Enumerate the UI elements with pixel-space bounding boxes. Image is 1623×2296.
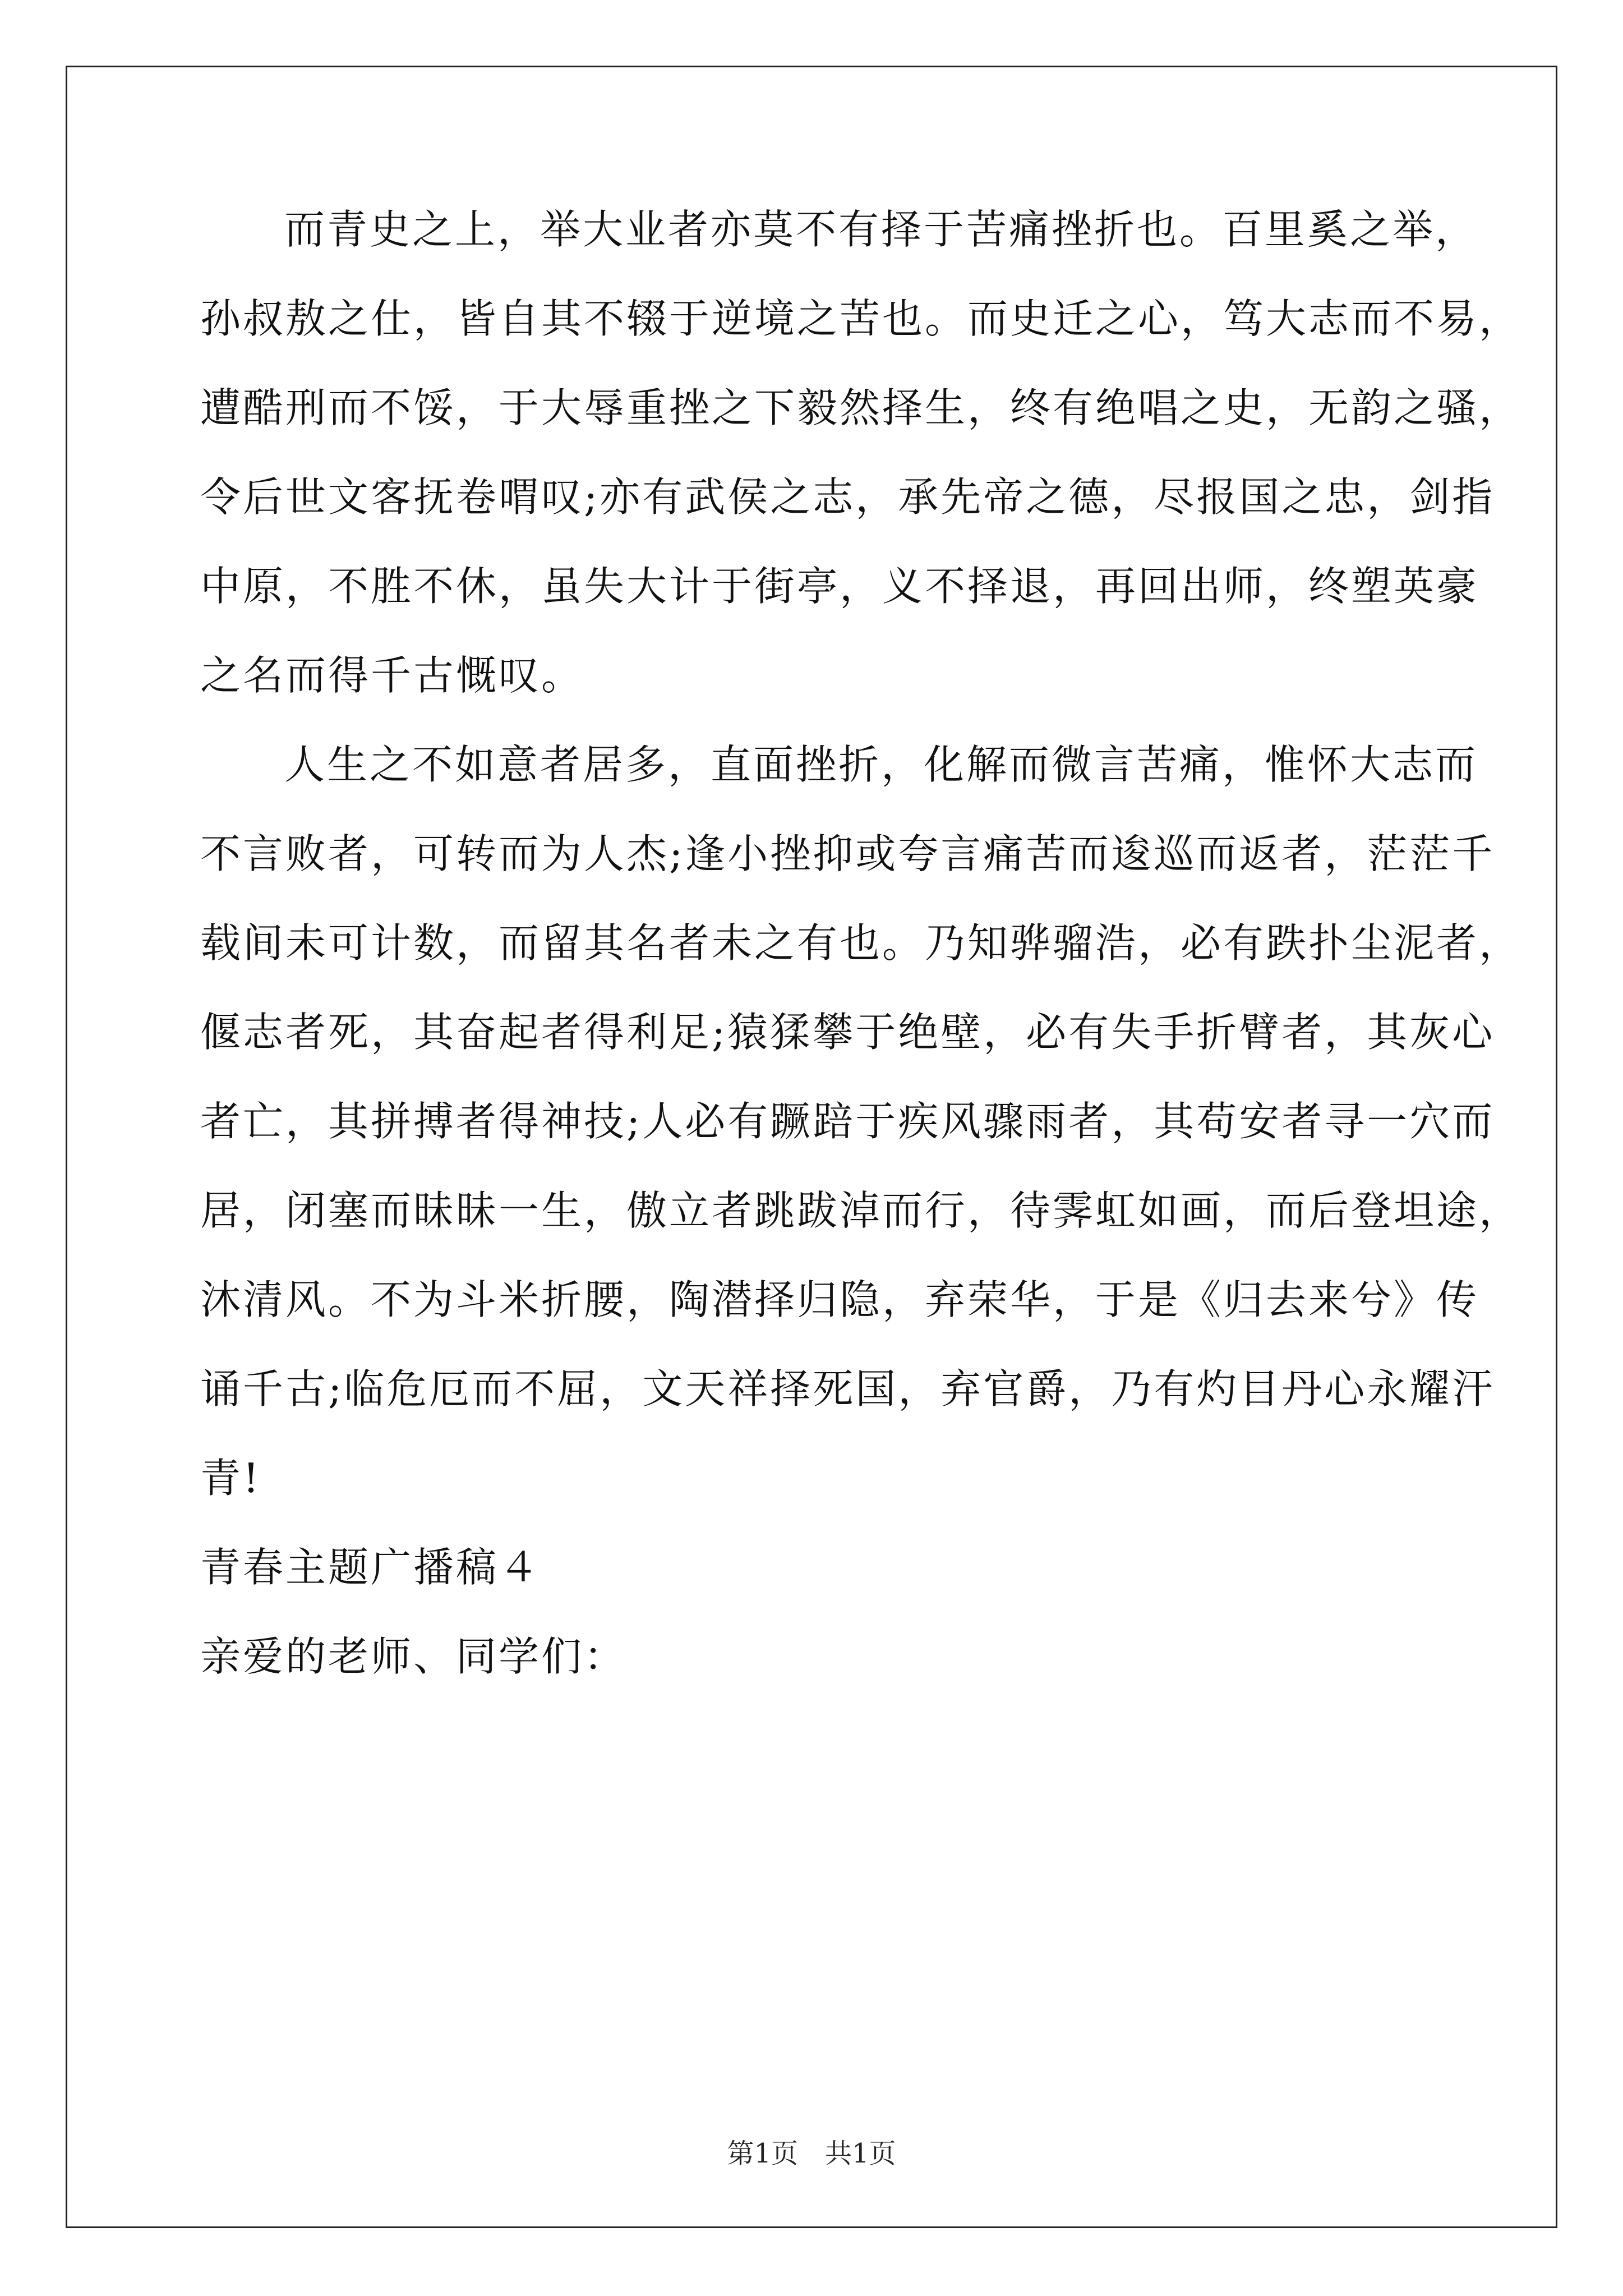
text-line: 沐清风。不为斗米折腰，陶潜择归隐，弃荣华，于是《归去来兮》传 [200,1276,1479,1323]
text-line: 不言败者，可转而为人杰;逢小挫抑或夸言痛苦而逡巡而返者，茫茫千 [200,830,1495,877]
text-line: 者亡，其拼搏者得神技;人必有蹶踣于疾风骤雨者，其苟安者寻一穴而 [200,1098,1495,1145]
text-line: 遭酷刑而不馁，于大辱重挫之下毅然择生，终有绝唱之史，无韵之骚， [200,384,1522,431]
text-line: 青! [200,1455,261,1502]
text-line: 偃志者死，其奋起者得利足;猿猱攀于绝壁，必有失手折臂者，其灰心 [200,1009,1495,1056]
text-line: 令后世文客抚卷喟叹;亦有武侯之志，承先帝之德，尽报国之忠，剑指 [200,473,1495,521]
text-line: 之名而得千古慨叹。 [200,652,584,699]
text-line: 载间未可计数，而留其名者未之有也。乃知骅骝浩，必有跌扑尘泥者， [200,919,1522,967]
greeting: 亲爱的老师、同学们： [200,1633,627,1680]
text-line: 孙叔敖之仕，皆自其不辍于逆境之苦也。而史迁之心，笃大志而不易， [200,295,1522,342]
page-number: 第1页 共1页 [727,2138,896,2169]
text-line: 诵千古;临危厄而不屈，文天祥择死国，弃官爵，乃有灼目丹心永耀汗 [200,1365,1495,1412]
text-line: 而青史之上，举大业者亦莫不有择于苦痛挫折也。百里奚之举， [284,206,1478,253]
section-title: 青春主题广播稿４ [200,1544,542,1591]
paragraph-1 [200,185,1522,720]
text-line: 中原，不胜不休，虽失大计于街亭，义不择退，再回出师，终塑英豪 [200,563,1479,610]
text-line: 居，闭塞而昧昧一生，傲立者跳跋淖而行，待霁虹如画，而后登坦途， [200,1187,1522,1234]
paragraph-2 [200,720,1522,1523]
document-body [200,185,1522,1701]
text-line: 人生之不如意者居多，直面挫折，化解而微言苦痛，惟怀大志而 [284,741,1478,788]
